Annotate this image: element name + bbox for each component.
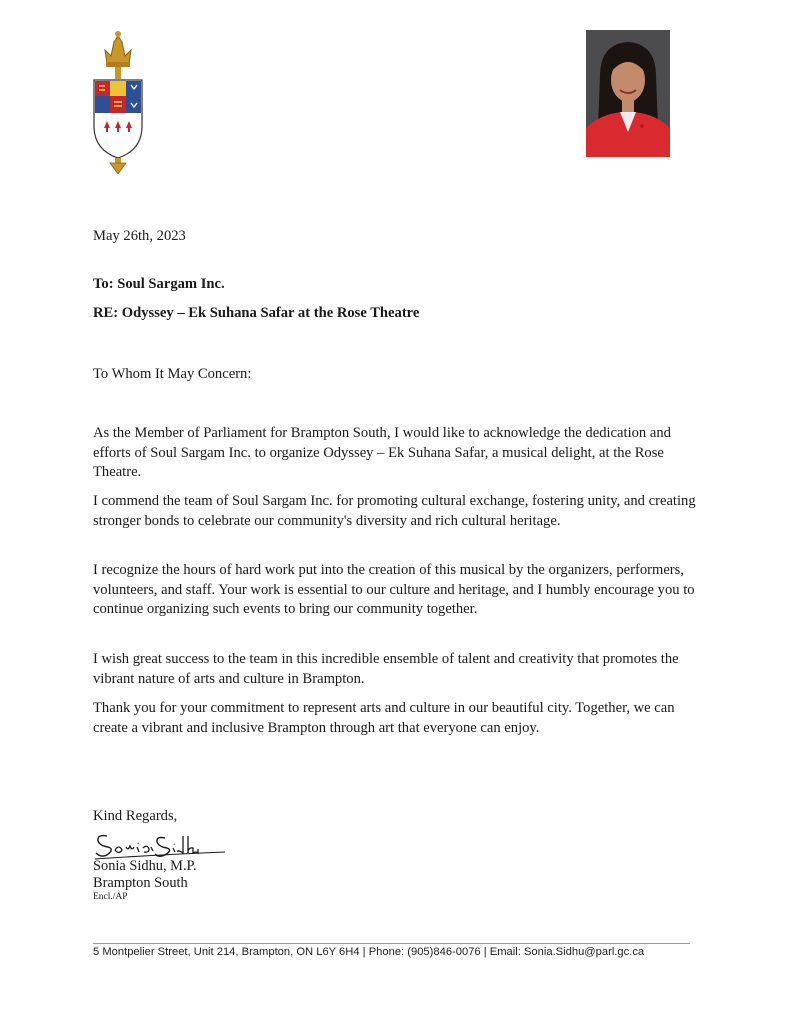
body-paragraph: As the Member of Parliament for Brampton South, I would like to acknowledge the dedication and efforts of Soul Sargam Inc. to organize Odyssey – Ek Suhana Safar, a musical delight, at the Rose Theatre. (93, 425, 671, 481)
body-paragraph: I wish great success to the team in this incredible ensemble of talent and creativity that promotes the vibrant nature of arts and culture in Brampton. (93, 651, 679, 687)
recipient-line: To: Soul Sargam Inc. (93, 276, 225, 292)
enclosure-note: Encl./AP (93, 892, 128, 902)
signatory-riding: Brampton South (93, 875, 188, 891)
letter-date: May 26th, 2023 (93, 228, 186, 244)
footer-divider (93, 943, 690, 944)
footer-contact-info: 5 Montpelier Street, Unit 214, Brampton, ON L6Y 6H4 | Phone: (905)846-0076 | Email: Sonia.Sidhu@parl.gc.ca (93, 946, 645, 958)
closing: Kind Regards, (93, 808, 178, 824)
salutation: To Whom It May Concern: (93, 366, 252, 382)
house-of-commons-crest (92, 28, 144, 174)
subject-line: RE: Odyssey – Ek Suhana Safar at the Rose Theatre (93, 305, 420, 321)
body-paragraph: Thank you for your commitment to represent arts and culture in our beautiful city. Together, we can create a vibrant and inclusive Brampton through art that everyone can enjoy. (93, 700, 675, 736)
signatory-name: Sonia Sidhu, M.P. (93, 858, 197, 874)
member-portrait (586, 30, 670, 157)
handwritten-signature (93, 828, 228, 860)
body-paragraph: I recognize the hours of hard work put into the creation of this musical by the organizers, performers, volunteers, and staff. Your work is essential to our culture and heritage, and I humbly encourage you to continue organizing such events to bring our community together. (93, 562, 695, 618)
body-paragraph: I commend the team of Soul Sargam Inc. for promoting cultural exchange, fostering unity, and creating stronger bonds to celebrate our community's diversity and rich cultural heritage. (93, 493, 696, 529)
